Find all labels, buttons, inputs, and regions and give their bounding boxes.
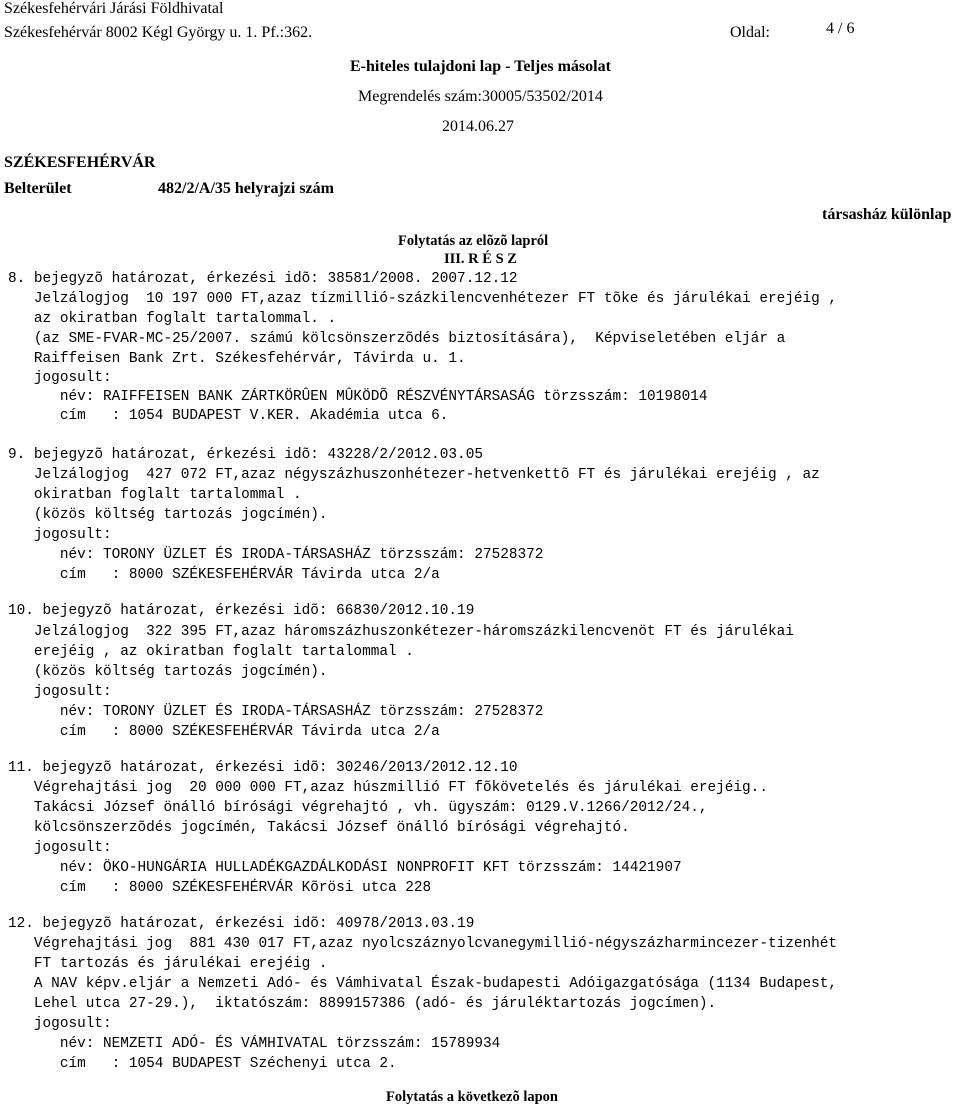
entry-line: jogosult: [8, 527, 112, 543]
entry-line: 10. bejegyzõ határozat, érkezési idõ: 66830/2012.10.19 [8, 603, 475, 619]
document-date: 2014.06.27 [442, 118, 514, 135]
entry-line: 8. bejegyzõ határozat, érkezési idõ: 38581/2008. 2007.12.12 [8, 271, 518, 287]
document-title: E-hiteles tulajdoni lap - Teljes másolat [350, 58, 611, 75]
entry-line: (közös költség tartozás jogcímén). [8, 507, 328, 523]
continuation-to-next: Folytatás a következõ lapon [386, 1089, 558, 1105]
entry-line: cím : 8000 SZÉKESFEHÉRVÁR Távirda utca 2/a [8, 567, 440, 583]
property-kind: társasház különlap [822, 206, 952, 223]
continuation-from-previous: Folytatás az elõzõ lapról [398, 233, 549, 249]
entry-line: 9. bejegyzõ határozat, érkezési idõ: 43228/2/2012.03.05 [8, 447, 483, 463]
entry-line: 12. bejegyzõ határozat, érkezési idõ: 40978/2013.03.19 [8, 916, 475, 932]
entry-line: az okiratban foglalt tartalommal. . [8, 311, 337, 327]
entry-line: FT tartozás és járulékai erejéig . [8, 956, 328, 972]
property-city: SZÉKESFEHÉRVÁR [4, 154, 156, 171]
entry-line: erejéig , az okiratban foglalt tartalommal . [8, 644, 414, 660]
entry-line: jogosult: [8, 684, 112, 700]
entry-line: név: ÖKO-HUNGÁRIA HULLADÉKGAZDÁLKODÁSI NONPROFIT KFT törzsszám: 14421907 [8, 860, 682, 876]
entry-line: 11. bejegyzõ határozat, érkezési idõ: 30246/2013/2012.12.10 [8, 760, 518, 776]
entry-line: cím : 1054 BUDAPEST V.KER. Akadémia utca 6. [8, 408, 449, 424]
entry-line: jogosult: [8, 370, 112, 386]
office-address: Székesfehérvár 8002 Kégl György u. 1. Pf.:362. [4, 24, 313, 41]
entry-line: (közös költség tartozás jogcímén). [8, 664, 328, 680]
entry-line: Végrehajtási jog 20 000 000 FT,azaz húszmillió FT fõkövetelés és járulékai erejéig.. [8, 780, 768, 796]
entry-line: név: NEMZETI ADÓ- ÉS VÁMHIVATAL törzsszám: 15789934 [8, 1036, 501, 1052]
entry-line: A NAV képv.eljár a Nemzeti Adó- és Vámhivatal Észak-budapesti Adóigazgatósága (1134 Budapest, [8, 976, 838, 992]
entry-line: cím : 8000 SZÉKESFEHÉRVÁR Távirda utca 2/a [8, 724, 440, 740]
entry-line: cím : 8000 SZÉKESFEHÉRVÁR Kõrösi utca 228 [8, 880, 432, 896]
entry-line: név: RAIFFEISEN BANK ZÁRTKÖRÛEN MÛKÖDÕ RÉSZVÉNYTÁRSASÁG törzsszám: 10198014 [8, 389, 708, 405]
order-number: Megrendelés szám:30005/53502/2014 [358, 88, 603, 105]
section-title: III. R É S Z [444, 251, 517, 267]
entry-9 [8, 445, 948, 590]
entry-10 [8, 601, 948, 746]
entry-line: Jelzálogjog 427 072 FT,azaz négyszázhuszonhétezer-hetvenkettõ FT és járulékai erejéig , az [8, 467, 820, 483]
parcel-number: 482/2/A/35 helyrajzi szám [158, 180, 334, 197]
entry-line: Jelzálogjog 10 197 000 FT,azaz tízmillió-százkilencvenhétezer FT tõke és járulékai erejéig , [8, 291, 838, 307]
entry-line: név: TORONY ÜZLET ÉS IRODA-TÁRSASHÁZ törzsszám: 27528372 [8, 547, 544, 563]
entry-line: jogosult: [8, 1016, 112, 1032]
entry-12 [8, 914, 948, 1079]
entry-line: cím : 1054 BUDAPEST Széchenyi utca 2. [8, 1056, 397, 1072]
entry-line: Jelzálogjog 322 395 FT,azaz háromszázhuszonkétezer-háromszázkilencvenöt FT és járulékai [8, 624, 794, 640]
area-type: Belterület [4, 180, 72, 197]
entry-line: Lehel utca 27-29.), iktatószám: 8899157386 (adó- és járuléktartozás jogcímen). [8, 996, 717, 1012]
entry-line: kölcsönszerzõdés jogcímén, Takácsi József önálló bírósági végrehajtó. [8, 820, 630, 836]
entry-line: (az SME-FVAR-MC-25/2007. számú kölcsönszerzõdés biztosítására), Képviseletében eljár a [8, 331, 786, 347]
entry-line: jogosult: [8, 840, 112, 856]
entry-line: Végrehajtási jog 881 430 017 FT,azaz nyolcszáznyolcvanegymillió-négyszázharmincezer-tizenhét [8, 936, 838, 952]
entry-line: név: TORONY ÜZLET ÉS IRODA-TÁRSASHÁZ törzsszám: 27528372 [8, 704, 544, 720]
office-name: Székesfehérvári Járási Földhivatal [4, 0, 224, 17]
entry-line: okiratban foglalt tartalommal . [8, 487, 302, 503]
page-label: Oldal: [730, 24, 770, 41]
entry-line: Raiffeisen Bank Zrt. Székesfehérvár, Távirda u. 1. [8, 351, 466, 367]
page-number: 4 / 6 [826, 20, 855, 37]
entry-8 [8, 269, 948, 444]
entry-line: Takácsi József önálló bírósági végrehajtó , vh. ügyszám: 0129.V.1266/2012/24., [8, 800, 708, 816]
entry-11 [8, 758, 948, 903]
